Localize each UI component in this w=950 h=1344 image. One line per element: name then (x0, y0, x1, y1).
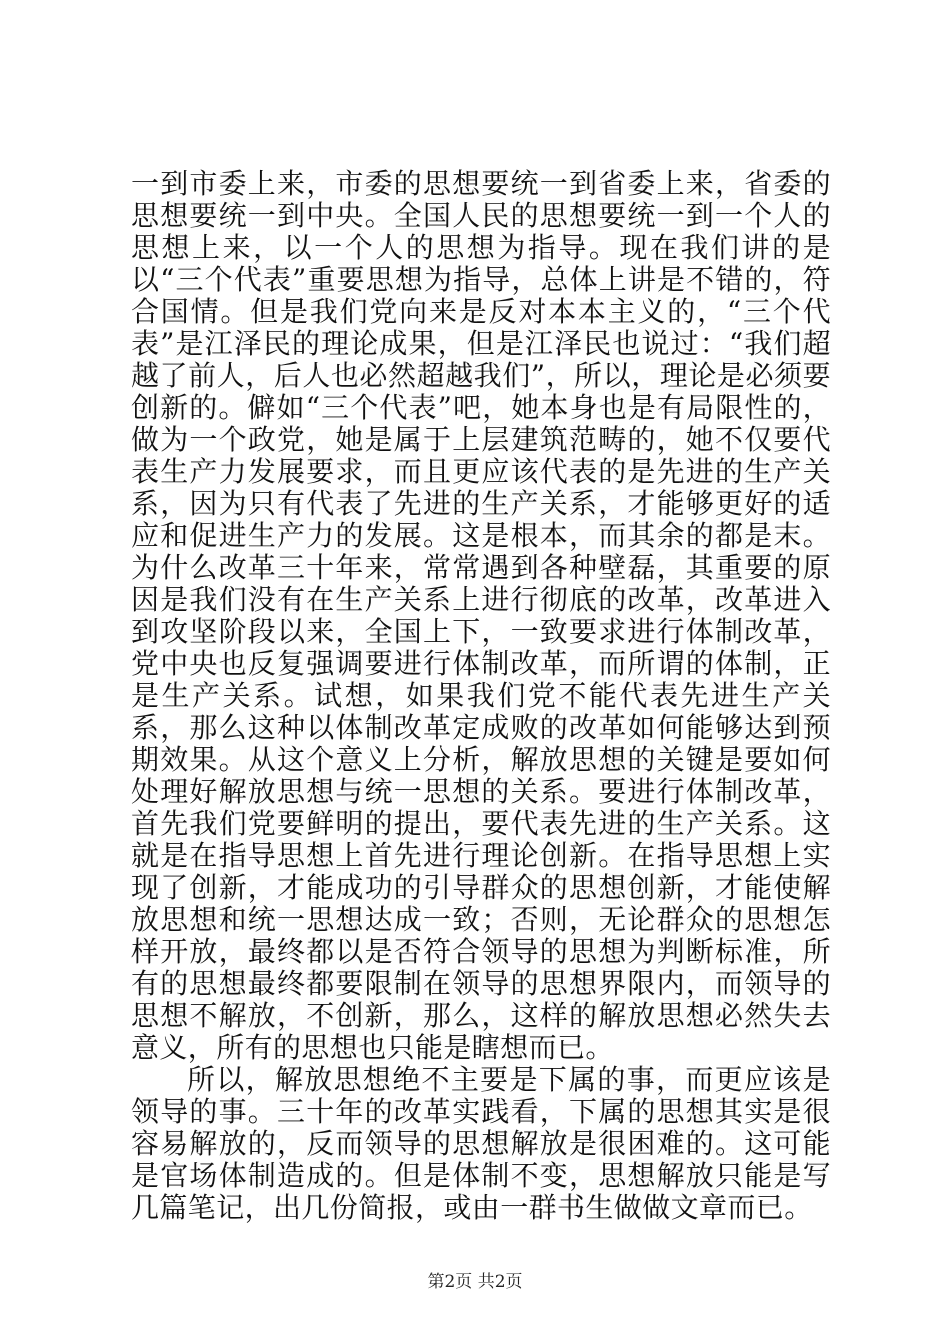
page-footer: 第2页 共2页 (427, 1272, 523, 1292)
paragraph-conclusion: 所以，解放思想绝不主要是下属的事，而更应该是领导的事。三十年的改革实践看，下属的思想其实是很容易解放的，反而领导的思想解放是很困难的。这可能是官场体制造成的。但是体制不变，思想解放只能是写几篇笔记，出几份简报，或由一群书生做做文章而已。 (131, 1063, 831, 1224)
body-text (131, 168, 831, 1224)
paragraph-continued: 一到市委上来，市委的思想要统一到省委上来，省委的思想要统一到中央。全国人民的思想要统一到一个人的思想上来，以一个人的思想为指导。现在我们讲的是以“三个代表”重要思想为指导，总体上讲是不错的，符合国情。但是我们党向来是反对本本主义的，“三个代表”是江泽民的理论成果，但是江泽民也说过：“我们超越了前人，后人也必然超越我们”，所以，理论是必须要创新的。僻如“三个代表”吧，她本身也是有局限性的，做为一个政党，她是属于上层建筑范畴的，她不仅要代表生产力发展要求，而且更应该代表的是先进的生产关系，因为只有代表了先进的生产关系，才能够更好的适应和促进生产力的发展。这是根本，而其余的都是末。为什么改革三十年来，常常遇到各种壁磊，其重要的原因是我们没有在生产关系上进行彻底的改革，改革进入到攻坚阶段以来，全国上下，一致要求进行体制改革，党中央也反复强调要进行体制改革，而所谓的体制，正是生产关系。试想，如果我们党不能代表先进生产关系，那么这种以体制改革定成败的改革如何能够达到预期效果。从这个意义上分析，解放思想的关键是要如何处理好解放思想与统一思想的关系。要进行体制改革，首先我们党要鲜明的提出，要代表先进的生产关系。这就是在指导思想上首先进行理论创新。在指导思想上实现了创新，才能成功的引导群众的思想创新，才能使解放思想和统一思想达成一致；否则，无论群众的思想怎样开放，最终都以是否符合领导的思想为判断标准，所有的思想最终都要限制在领导的思想界限内，而领导的思想不解放，不创新，那么，这样的解放思想必然失去意义，所有的思想也只能是瞎想而已。 (131, 167, 831, 1064)
